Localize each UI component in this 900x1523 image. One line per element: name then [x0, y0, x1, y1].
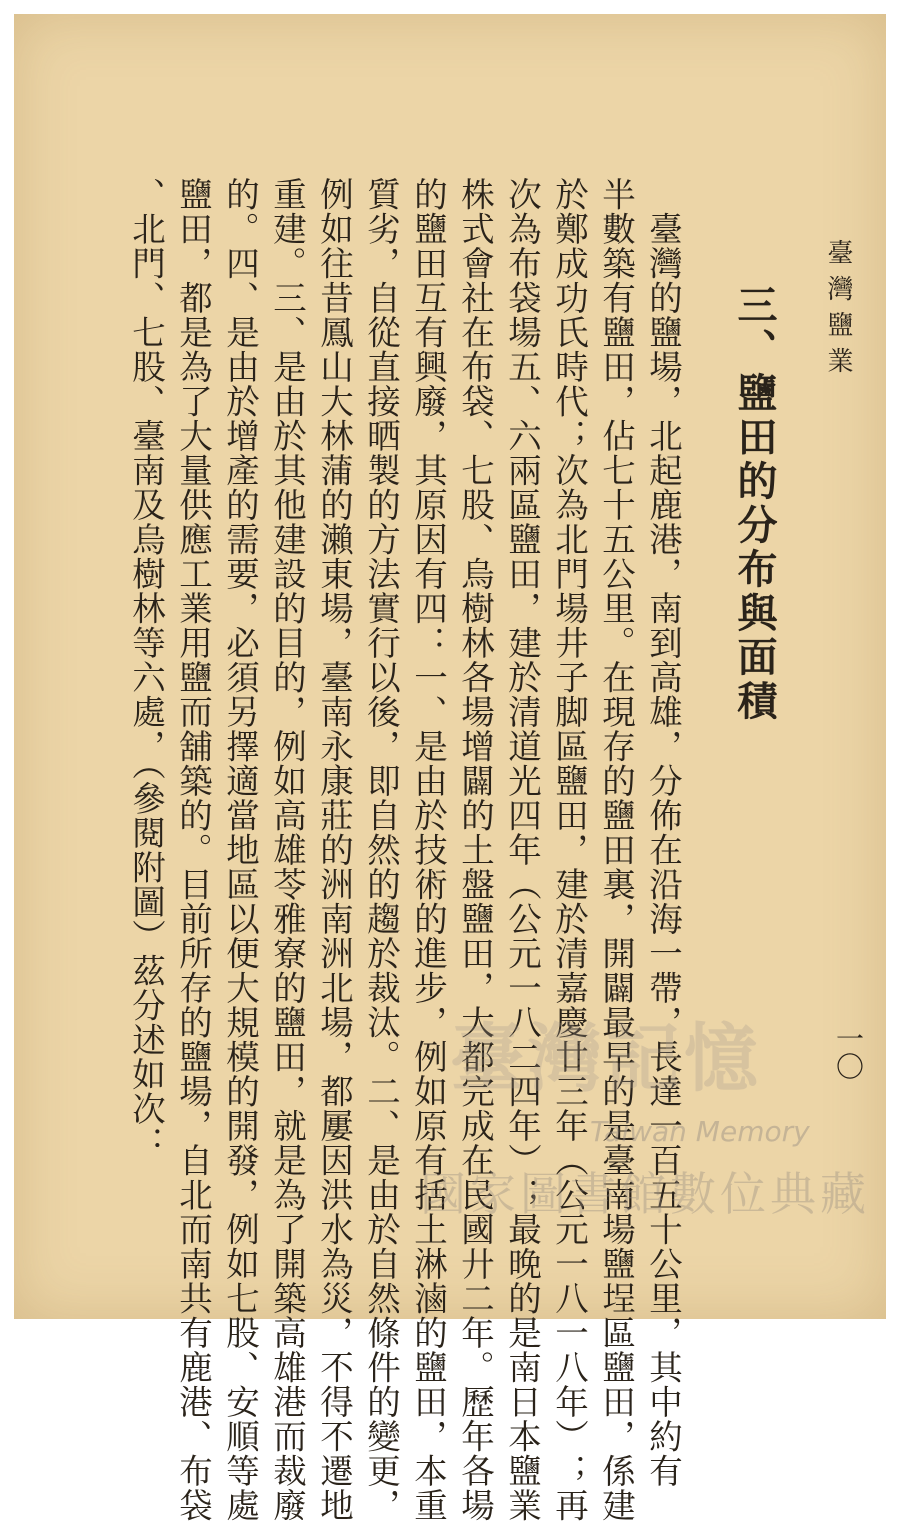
watermark-logo: 臺灣記憶 [450, 1016, 762, 1102]
text-column: 質劣，自從直接晒製的方法實行以後，即自然的趨於裁汰。二、是由於自然條件的變更， [361, 177, 401, 1523]
text-column: 半數築有鹽田，佔七十五公里。在現存的鹽田裏，開闢最早的是臺南場鹽埕區鹽田，係建 [596, 177, 636, 1523]
section-title: 三、鹽田的分布與面積 [731, 284, 778, 724]
text-column: 株式會社在布袋、七股、烏樹林各場增闢的土盤鹽田，大都完成在民國廾二年。歷年各場 [455, 177, 495, 1523]
text-column: 的鹽田互有興廢，其原因有四：一、是由於技術的進步，例如原有括土淋滷的鹽田，本重 [408, 177, 448, 1523]
running-header: 臺灣鹽業 [823, 239, 853, 383]
text-column: 鹽田，都是為了大量供應工業用鹽而舖築的。目前所存的鹽場，自北而南共有鹿港、布袋 [173, 177, 213, 1523]
text-column: 、北門、七股、臺南及烏樹林等六處，（參閱附圖）茲分述如次： [126, 177, 166, 1161]
page-number: 一〇 [832, 1024, 865, 1080]
text-column: 於鄭成功氏時代；次為北門場井子脚區鹽田，建於清嘉慶廿三年（公元一八一八年）；再 [549, 177, 589, 1523]
text-column: 的。四、是由於增產的需要，必須另擇適當地區以便大規模的開發，例如七股、安順等處 [220, 177, 260, 1523]
text-column: 例如往昔鳳山大林蒲的瀨東場，臺南永康莊的洲南洲北場，都屢因洪水為災，不得不遷地 [314, 177, 354, 1523]
text-column: 次為布袋場五、六兩區鹽田，建於清道光四年（公元一八二四年）；最晚的是南日本鹽業 [502, 177, 542, 1523]
text-column: 重建。三、是由於其他建設的目的，例如高雄苓雅寮的鹽田，就是為了開築高雄港而裁廢 [267, 177, 307, 1523]
watermark-english: Taiwan Memory [590, 1115, 810, 1148]
text-column: 臺灣的鹽場，北起鹿港，南到高雄，分佈在沿海一帶，長達一百五十公里，其中約有 [643, 177, 683, 1488]
watermark-chinese: 國家圖書館數位典藏 [420, 1167, 870, 1221]
